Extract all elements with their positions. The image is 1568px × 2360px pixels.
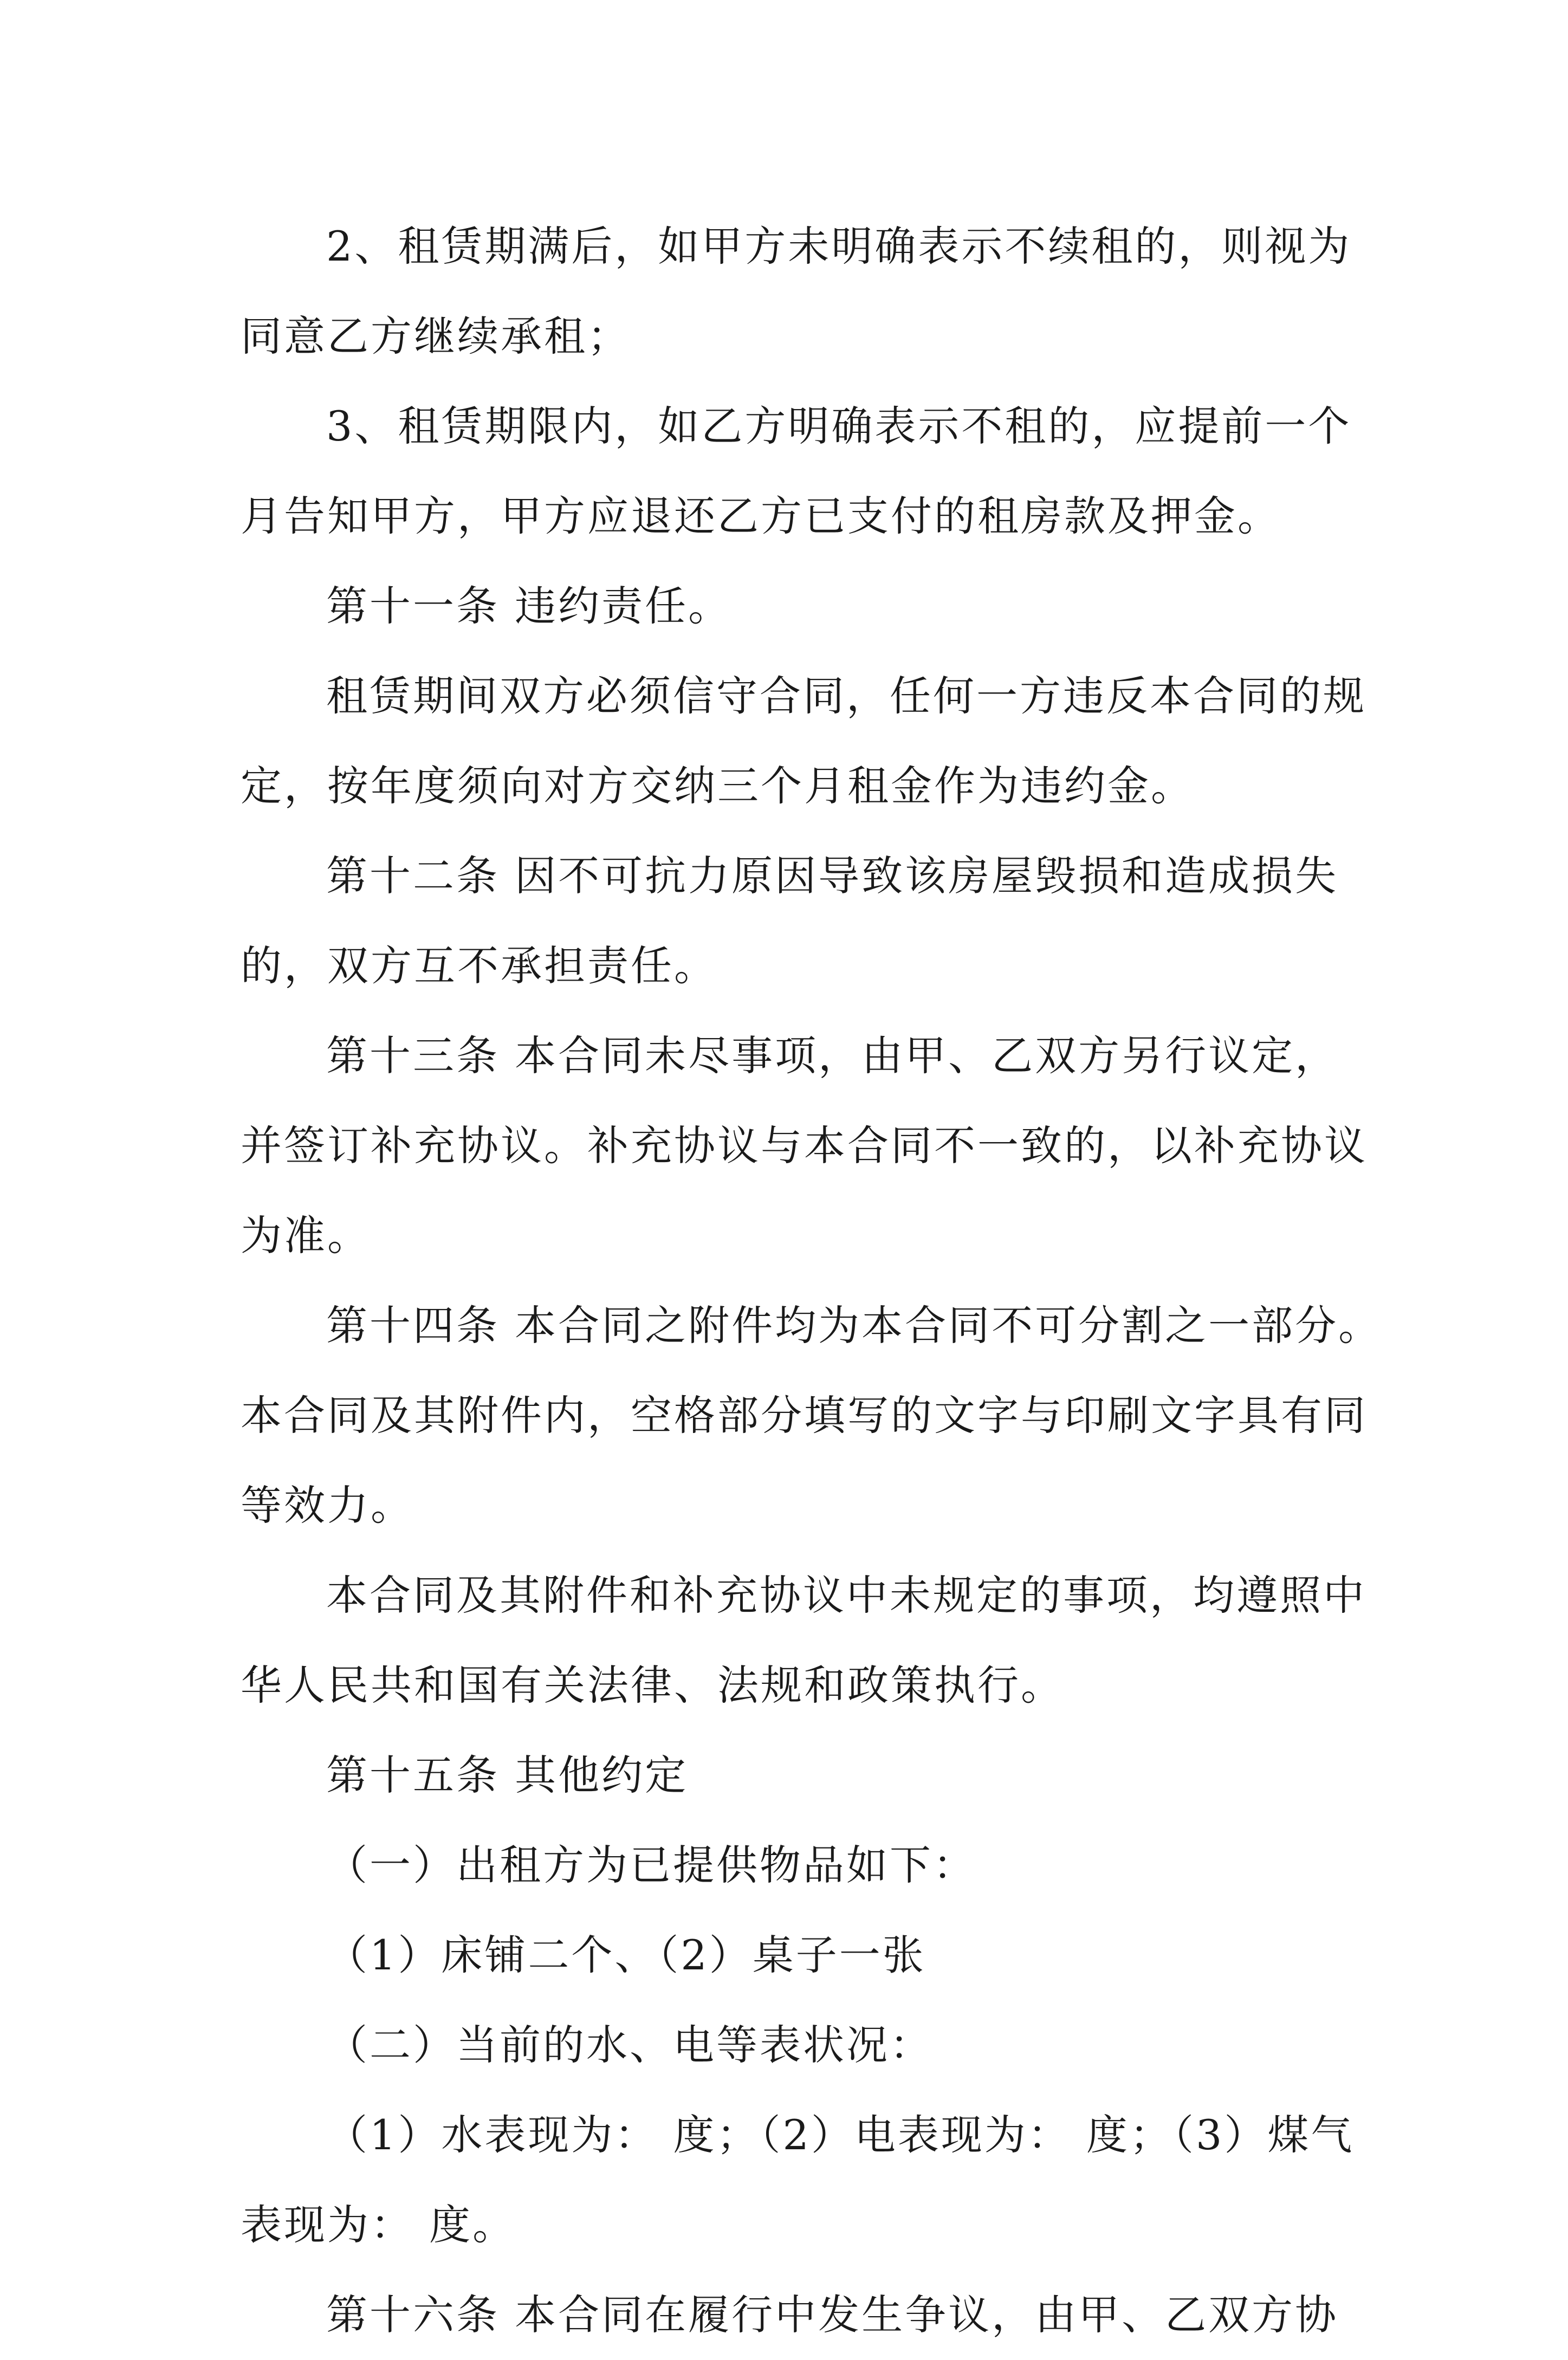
article-heading: 第十三条 本合同未尽事项，由甲、乙双方另行议定， — [326, 1032, 1339, 1080]
list-item: （1）床铺二个、（2）桌子一张 — [326, 1931, 926, 1979]
article-heading: 第十六条 本合同在履行中发生争议，由甲、乙双方协 — [326, 2291, 1339, 2339]
text-line: 为准。 — [241, 1211, 371, 1260]
list-item: （一）出租方为已提供物品如下： — [326, 1841, 976, 1889]
list-item: （二）当前的水、电等表状况： — [326, 2021, 933, 2069]
text-line: 本合同及其附件和补充协议中未规定的事项，均遵照中 — [326, 1571, 1366, 1619]
text-line: 华人民共和国有关法律、法规和政策执行。 — [241, 1661, 1064, 1709]
list-item: （1）水表现为： 度；（2）电表现为： 度；（3）煤气 — [326, 2111, 1355, 2159]
text-line: 月告知甲方，甲方应退还乙方已支付的租房款及押金。 — [241, 492, 1281, 540]
text-line: 的，双方互不承担责任。 — [241, 942, 717, 990]
text-line: 3、租赁期限内，如乙方明确表示不租的，应提前一个 — [326, 402, 1352, 450]
article-heading: 第十二条 因不可抗力原因导致该房屋毁损和造成损失 — [326, 852, 1339, 900]
text-line: 并签订补充协议。补充协议与本合同不一致的，以补充协议 — [241, 1121, 1368, 1170]
text-line: 租赁期间双方必须信守合同，任何一方违反本合同的规 — [326, 672, 1366, 720]
text-line: 2、租赁期满后，如甲方未明确表示不续租的，则视为 — [326, 222, 1352, 270]
article-heading: 第十五条 其他约定 — [326, 1751, 689, 1799]
document-body — [241, 202, 1382, 2360]
article-heading: 第十四条 本合同之附件均为本合同不可分割之一部分。 — [326, 1301, 1382, 1350]
text-line: 同意乙方继续承租； — [241, 312, 631, 360]
text-line: 定，按年度须向对方交纳三个月租金作为违约金。 — [241, 762, 1194, 810]
text-line: 本合同及其附件内，空格部分填写的文字与印刷文字具有同 — [241, 1391, 1368, 1440]
text-line: 表现为： 度。 — [241, 2201, 516, 2249]
article-heading: 第十一条 违约责任。 — [326, 582, 732, 630]
text-line: 等效力。 — [241, 1481, 414, 1529]
